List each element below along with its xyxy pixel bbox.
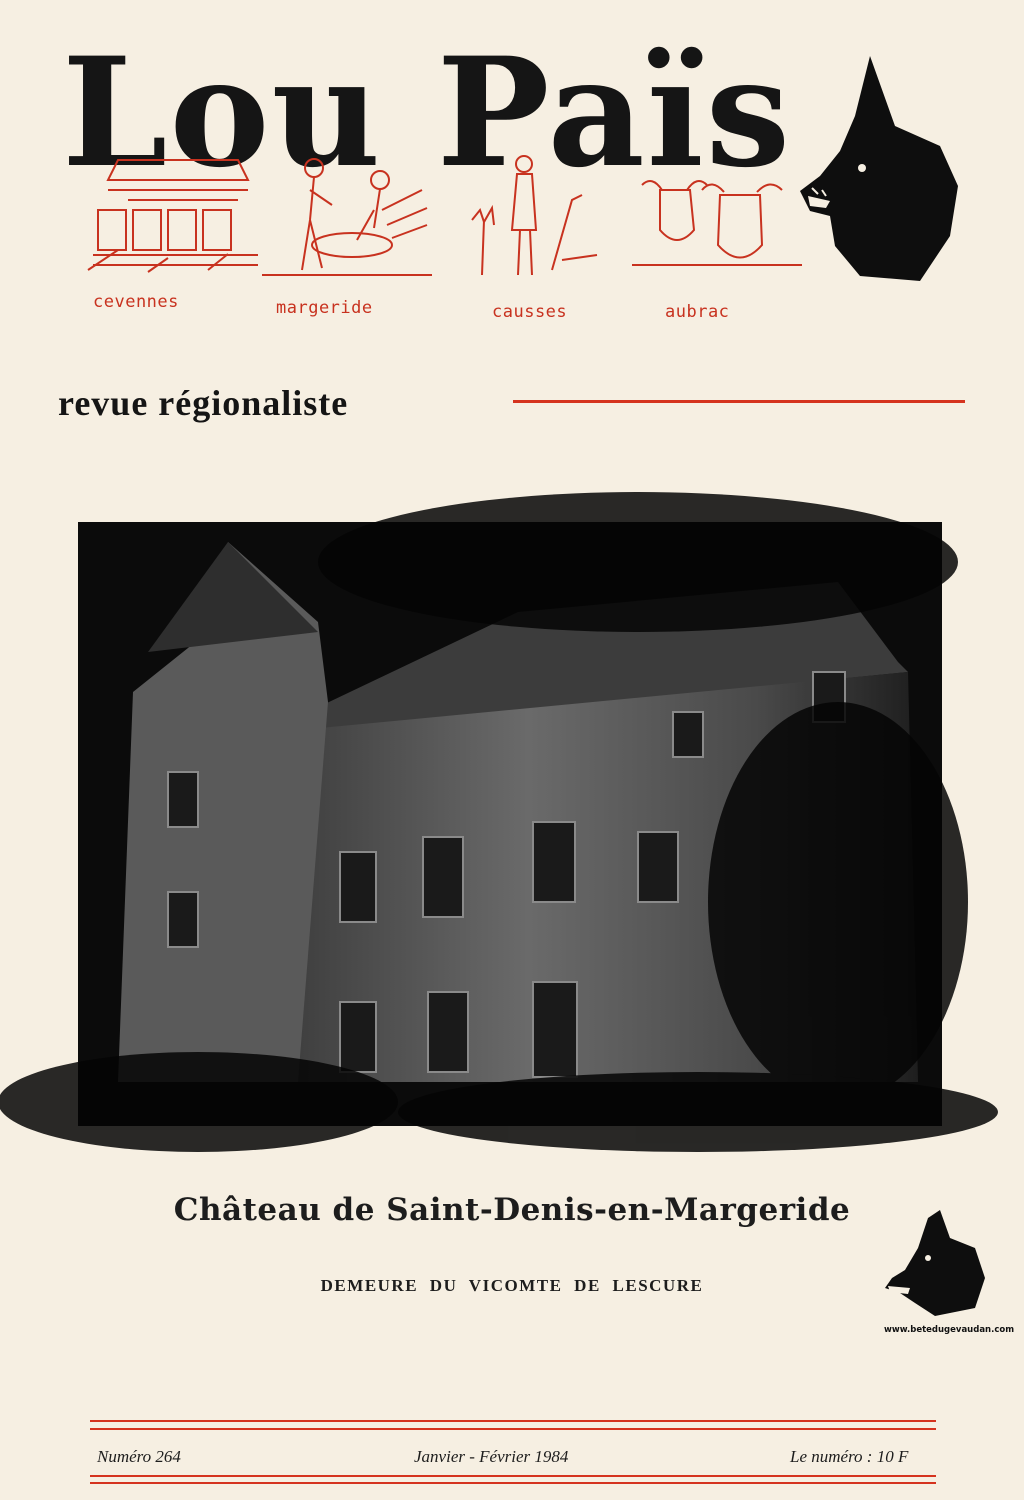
issue-number: Numéro 264 [97,1447,181,1466]
issue-date: Janvier - Février 1984 [414,1447,569,1466]
website-watermark: www.betedugevaudan.com [884,1325,1015,1335]
magazine-subtitle: revue régionaliste [58,383,349,423]
oxen-illustration [632,170,802,280]
region-label-margeride: margeride [276,298,373,318]
wolf-head-small-icon [880,1208,990,1318]
chateau-photo [78,522,942,1126]
footer-top-rule-2 [90,1428,936,1430]
village-houses-illustration [88,150,268,275]
wolf-head-icon [800,56,960,286]
cover-title: Château de Saint-Denis-en-Margeride [173,1192,851,1228]
footer-top-rule [90,1420,936,1422]
woodcutters-illustration [262,150,432,280]
cover-subtitle: DEMEURE DU VICOMTE DE LESCURE [320,1276,704,1295]
farmer-illustration [462,150,612,280]
region-label-causses: causses [492,302,568,322]
subtitle-divider [513,400,965,403]
region-label-aubrac: aubrac [665,302,730,322]
magazine-title: Lou Païs [62,25,793,201]
footer-bottom-rule-2 [90,1482,936,1484]
region-label-cevennes: cevennes [93,292,179,312]
footer-bottom-rule [90,1475,936,1477]
issue-price: Le numéro : 10 F [790,1447,909,1466]
